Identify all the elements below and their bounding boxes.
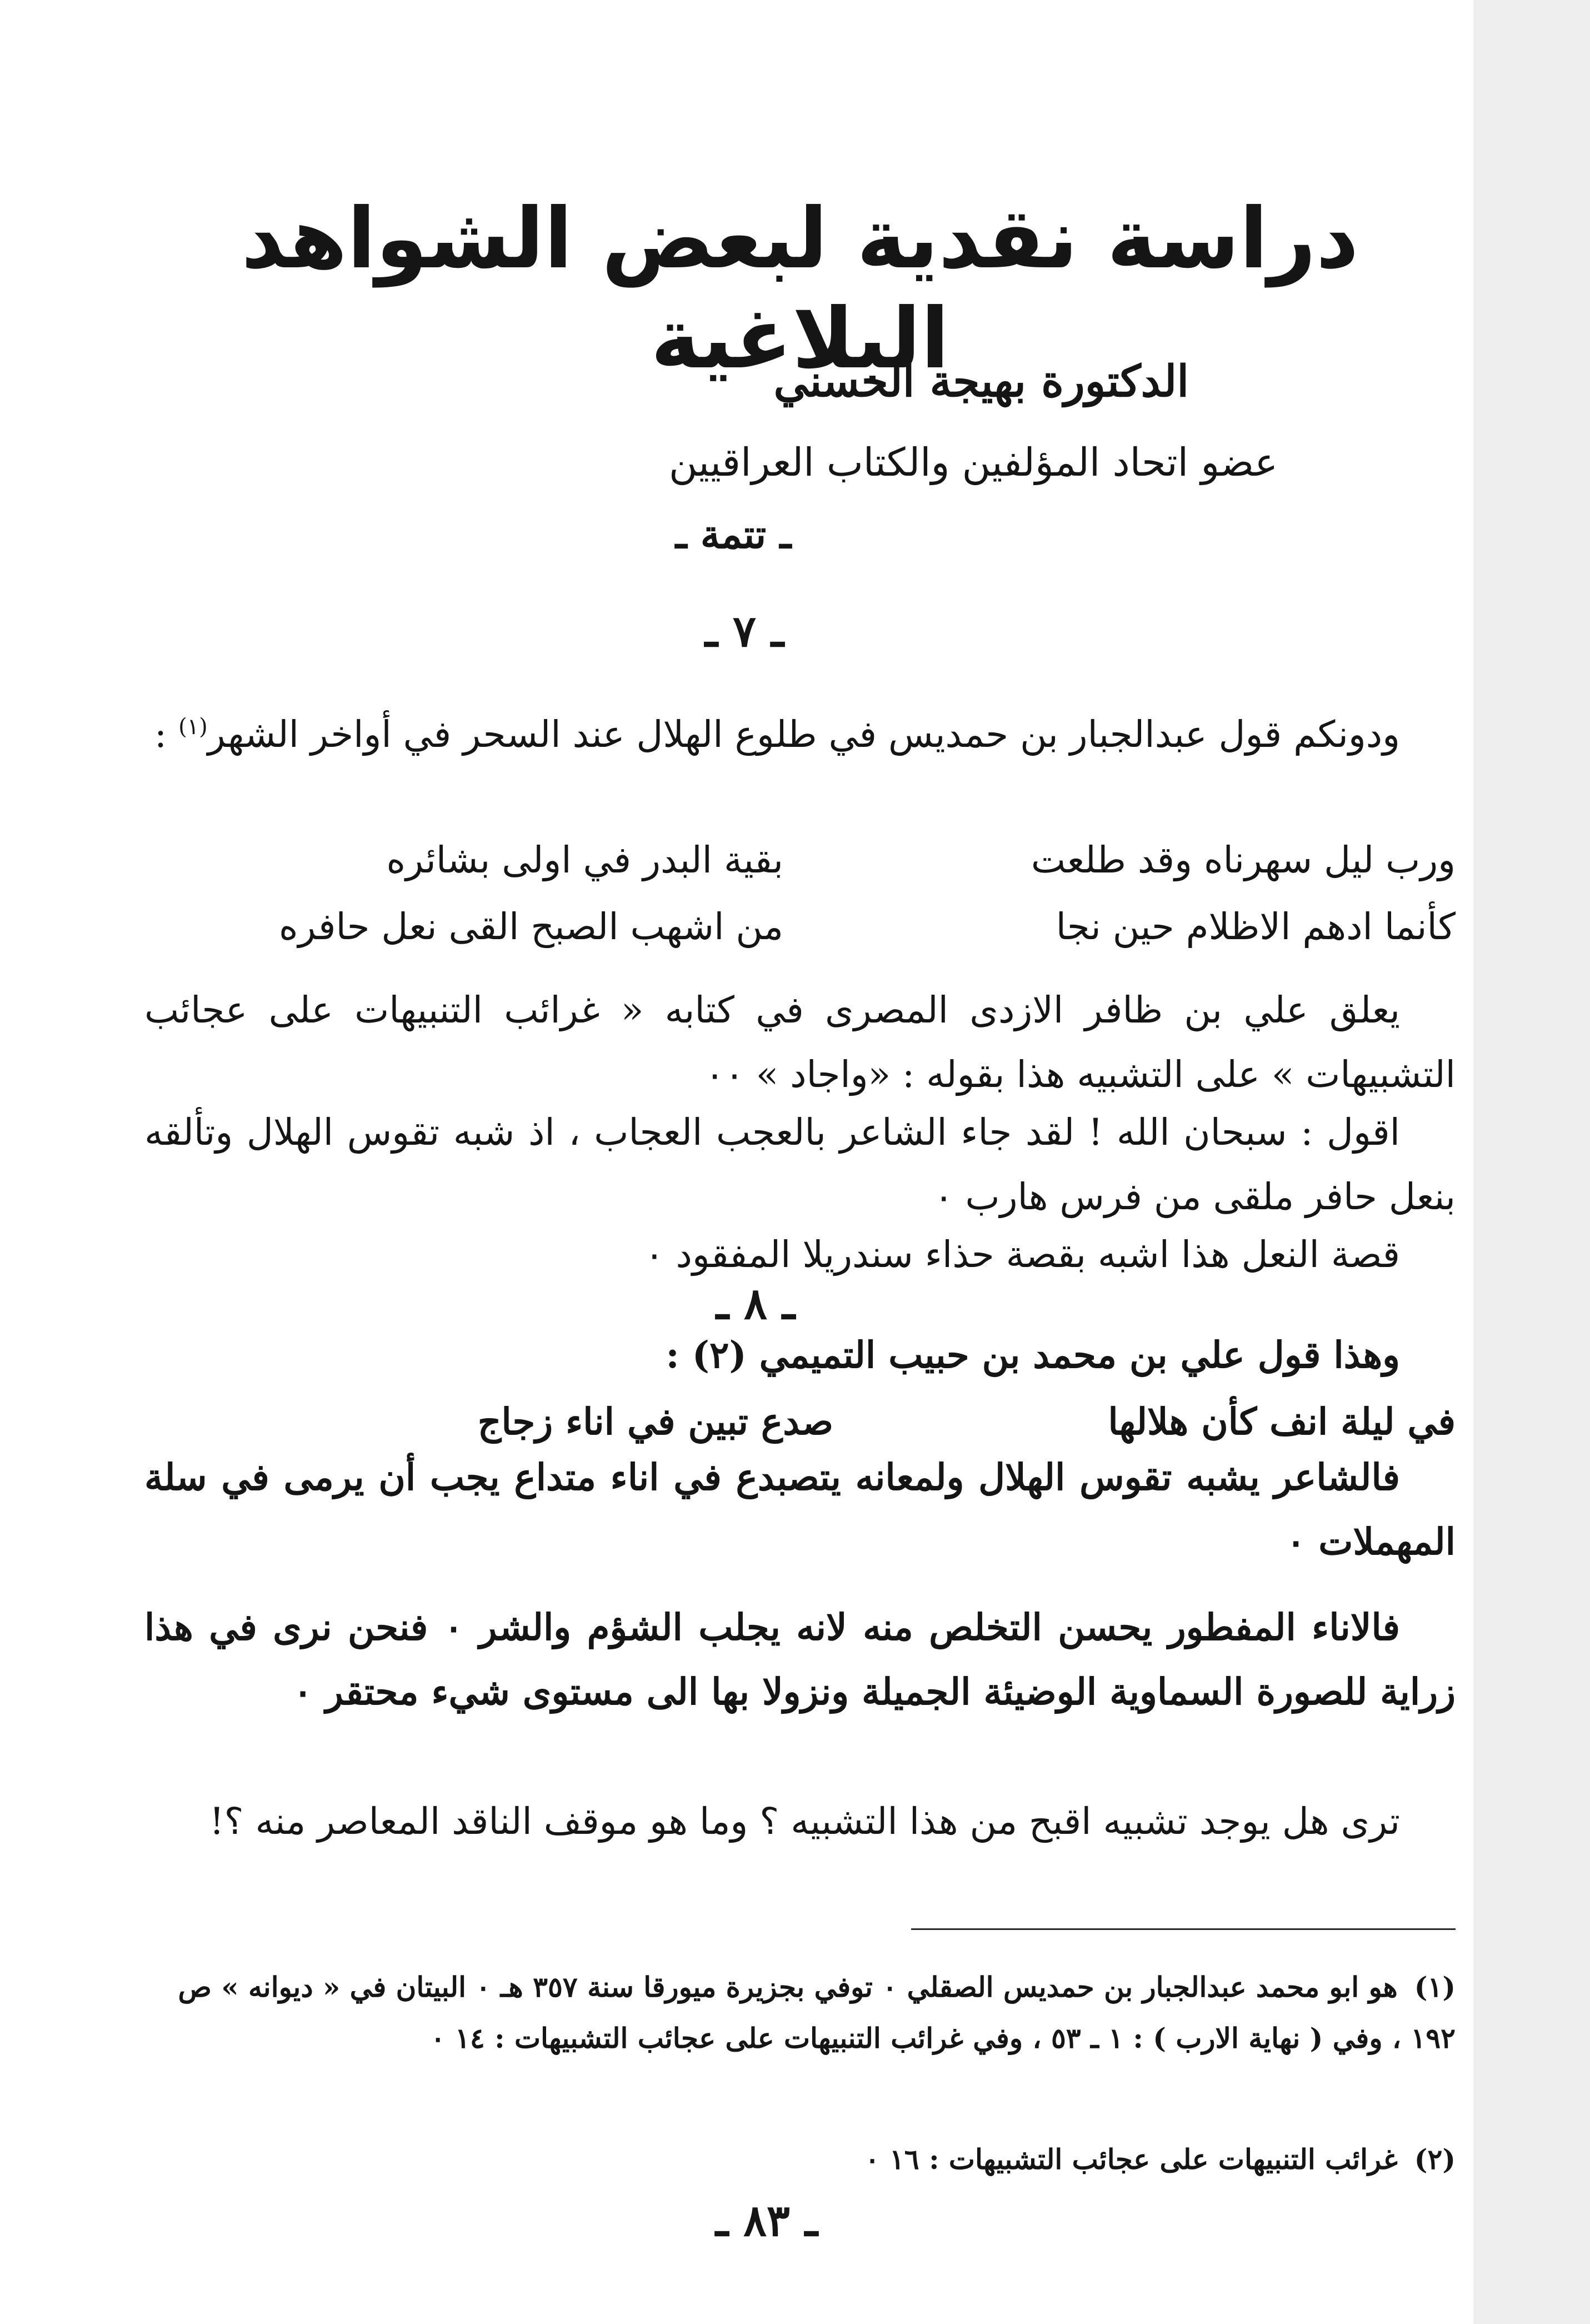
article-body xyxy=(144,167,1456,2306)
verse-line xyxy=(144,828,1456,892)
verse-first-hemistich: ورب ليل سهرناه وقد طلعت xyxy=(1031,839,1456,881)
verse-line xyxy=(144,1389,1456,1454)
author-affiliation: عضو اتحاد المؤلفين والكتاب العراقيين xyxy=(668,440,1278,485)
author-name: الدكتورة بهيجة الحسني xyxy=(773,356,1189,407)
section-8-heading: ـ ٨ ـ xyxy=(716,1279,795,1329)
article-title: دراسة نقدية لبعض الشواهد البلاغية xyxy=(241,191,1359,387)
paragraph: وهذا قول علي بن محمد بن حبيب التميمي (٢) : xyxy=(666,1333,1400,1377)
verse-second-hemistich: بقية البدر في اولى بشائره xyxy=(386,839,783,881)
verse-line xyxy=(144,895,1456,959)
continuation-label: ـ تتمة ـ xyxy=(675,511,792,557)
page-edge xyxy=(1473,0,1590,2324)
page-number: ـ ٨٣ ـ xyxy=(716,2196,818,2246)
footnote-mark: (٢) xyxy=(1414,2143,1456,2176)
verse-second-hemistich: صدع تبين في اناء زجاج xyxy=(477,1400,833,1443)
paragraph: قصة النعل هذا اشبه بقصة حذاء سندريلا المفقود ٠ xyxy=(644,1233,1400,1276)
verse-first-hemistich: كأنما ادهم الاظلام حين نجا xyxy=(1056,905,1456,948)
verse-second-hemistich: من اشهب الصبح القى نعل حافره xyxy=(278,905,783,948)
footnote-mark: (١) xyxy=(1414,1971,1456,2003)
paragraph: اقول : سبحان الله ! لقد جاء الشاعر بالعجب العجاب ، اذ شبه تقوس الهلال وتألقه بنعل حافر ملقى من فرس هارب ٠ xyxy=(144,1111,1456,1218)
footnote-text: غرائب التنبيهات على عجائب التشبيهات : ١٦ ٠ xyxy=(864,2143,1398,2176)
footnote-reference: (١) xyxy=(178,714,208,740)
paragraph-text: ودونكم قول عبدالجبار بن حمديس في طلوع الهلال عند السحر في أواخر الشهر xyxy=(207,713,1400,756)
verse-first-hemistich: في ليلة انف كأن هلالها xyxy=(1108,1400,1456,1443)
footnote-divider xyxy=(911,1928,1456,1930)
footnote xyxy=(144,1962,1456,2064)
footnote-text: هو ابو محمد عبدالجبار بن حمديس الصقلي ٠ توفي بجزيرة ميورقا سنة ٣٥٧ هـ ٠ البيتان في « ديوانه » ص ١٩٢ ، وفي ( نهاية الارب ) : ١ ـ ٥٣ ، وفي غرائب التنبيهات على عجائب التشبيهات : ١٤ ٠ xyxy=(178,1971,1456,2054)
paragraph: فالشاعر يشبه تقوس الهلال ولمعانه يتصبدع في اناء متداع يجب أن يرمى في سلة المهملات ٠ xyxy=(144,1455,1456,1563)
paragraph: ترى هل يوجد تشبيه اقبح من هذا التشبيه ؟ وما هو موقف الناقد المعاصر منه ؟! xyxy=(209,1800,1400,1843)
paragraph-text-end: : xyxy=(154,713,179,756)
paragraph: فالاناء المفطور يحسن التخلص منه لانه يجلب الشؤم والشر ٠ فنحن نرى في هذا زراية للصورة السماوية الوضيئة الجميلة ونزولا بها الى مستوى شيء محتقر ٠ xyxy=(144,1605,1456,1713)
paragraph: يعلق علي بن ظافر الازدى المصرى في كتابه « غرائب التنبيهات على عجائب التشبيهات » على التشبيه هذا بقوله : «واجاد » ٠٠ xyxy=(144,989,1456,1096)
section-7-heading: ـ ٧ ـ xyxy=(705,606,784,657)
paragraph xyxy=(144,695,1456,767)
footnote xyxy=(144,2134,1456,2185)
